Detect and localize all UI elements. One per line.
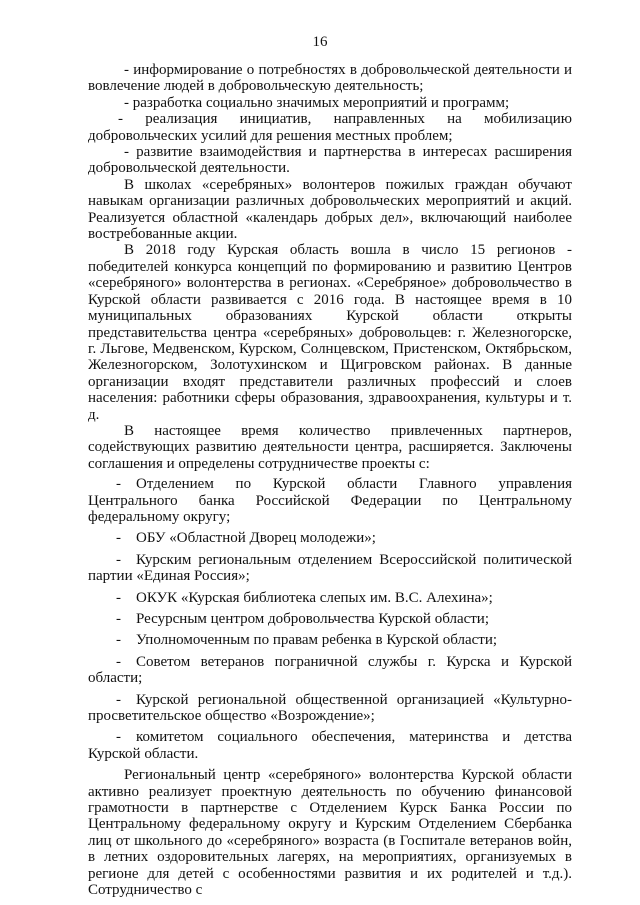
paragraph-kursk-2018: В 2018 году Курская область вошла в число 15 регионов - победителей конкурса концепций по формированию и развитию Центров «серебряного» волонтерства в регионах. «Серебряное» добровольчество в Курской области развивается с 2016 года. В настоящее время в 10 муниципальных образованиях Курской области открыты представительства центра «серебряных» добровольцев: г. Железногорске, г. Льгове, Медвенском, Курском, Солнцевском, Пристенском, Октябрьском, Железногорском, Золотухинском и Щигровском районах. В данные организации входят представители различных профессий и слоев населения: работники сферы образования, здравоохранения, культуры и т. д. (88, 242, 572, 423)
partner-item: Уполномоченным по правам ребенка в Курской области; (136, 632, 498, 649)
list-item (88, 729, 572, 762)
paragraph-schools: В школах «серебряных» волонтеров пожилых граждан обучают навыкам организации различных добровольческих мероприятий и акций. Реализуется областной «календарь добрых дел», включающий наиболее востребованные акции. (88, 176, 572, 243)
partner-item: ОКУК «Курская библиотека слепых им. В.С. Алехина»; (136, 589, 493, 606)
partner-item: Курским региональным отделением Всероссийской политической партии «Единая Россия»; (88, 551, 572, 585)
list-item (88, 552, 572, 585)
list-dash: - (116, 653, 121, 670)
page-body (88, 62, 572, 899)
partner-item: Советом ветеранов пограничной службы г. Курска и Курской области; (88, 653, 572, 687)
paragraph-informing: - информирование о потребностях в добровольческой деятельности и вовлечение людей в добровольческую деятельность; (88, 62, 572, 95)
partner-item: комитетом социального обеспечения, материнства и детства Курской области. (88, 729, 572, 762)
paragraph-partnership: - развитие взаимодействия и партнерства в интересах расширения добровольческой деятельности. (88, 144, 572, 177)
list-item (88, 590, 572, 606)
list-item (88, 476, 572, 525)
list-item (88, 611, 572, 627)
list-dash: - (116, 530, 121, 547)
list-item (88, 530, 572, 546)
list-dash: - (116, 476, 121, 493)
partner-item: Курской региональной общественной организацией «Культурно-просветительское общество «Возрождение»; (88, 691, 572, 725)
list-item (88, 692, 572, 725)
paragraph-financial-literacy: Региональный центр «серебряного» волонтерства Курской области активно реализует проектную деятельность по обучению финансовой грамотности в партнерстве с Отделением Курск Банка России по Центральному федеральному округу и Курским Отделением Сбербанка лиц от школьного до «серебряного» возраста (в Госпитале ветеранов войн, в летних оздоровительных лагерях, на мероприятиях, организуемых в регионе для детей с особенностями развития и их родителей и т.д.). Сотрудничество с (88, 767, 572, 899)
partner-item: Ресурсным центром добровольчества Курской области; (136, 611, 490, 627)
list-item (88, 654, 572, 687)
partner-item: ОБУ «Областной Дворец молодежи»; (136, 530, 376, 547)
list-item (88, 632, 572, 648)
list-dash: - (116, 729, 121, 746)
paragraph-partners-intro: В настоящее время количество привлеченных партнеров, содействующих развитию деятельности центра, расширяется. Заключены соглашения и определены сотрудничестве проекты с: (88, 422, 572, 472)
list-dash: - (116, 589, 121, 606)
partner-item: Отделением по Курской области Главного управления Центрального банка Российской Федерации по Центральному федеральному округу; (88, 476, 572, 525)
list-dash: - (116, 551, 121, 568)
page-number: 16 (312, 34, 328, 50)
paragraph-programs: - разработка социально значимых мероприятий и программ; (124, 94, 510, 111)
list-dash: - (116, 611, 121, 627)
paragraph-initiatives: - реализация инициатив, направленных на мобилизацию добровольческих усилий для решения местных проблем; (88, 111, 572, 144)
list-dash: - (116, 691, 121, 708)
list-dash: - (116, 632, 121, 649)
